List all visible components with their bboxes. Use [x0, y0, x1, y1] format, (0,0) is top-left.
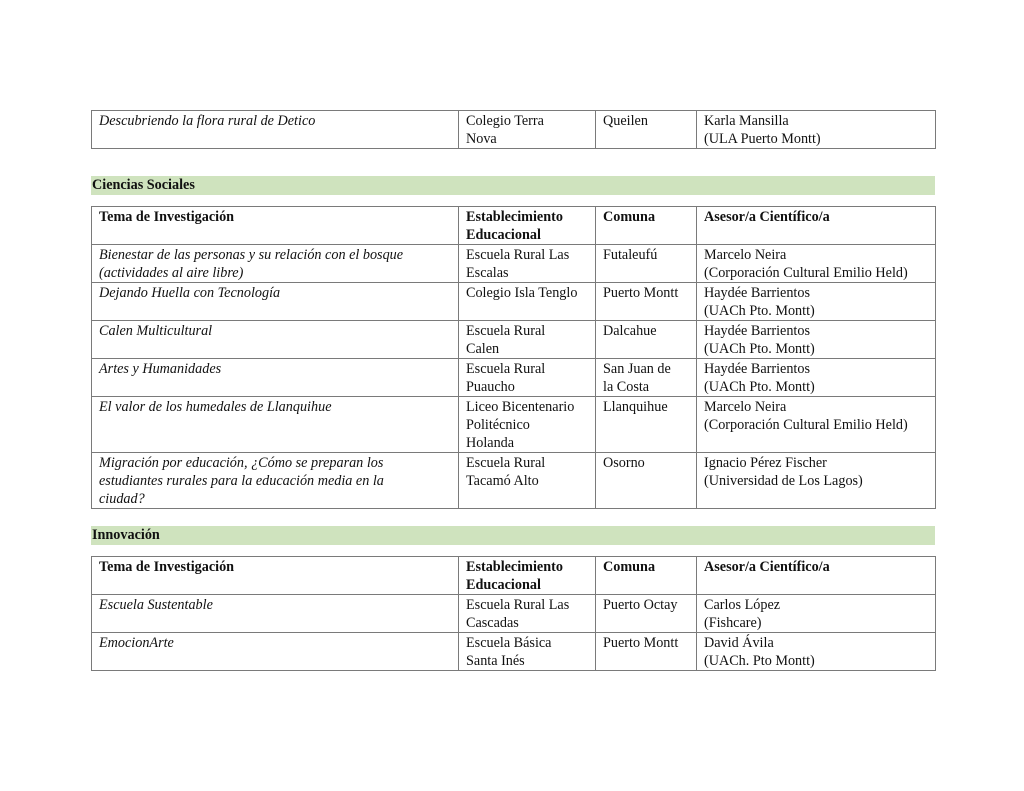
topic-cell: Descubriendo la flora rural de Detico	[92, 111, 459, 149]
topic-cell: Calen Multicultural	[92, 321, 459, 359]
topic-cell: Dejando Huella con Tecnología	[92, 283, 459, 321]
topic-cell: El valor de los humedales de Llanquihue	[92, 397, 459, 453]
advisor-cell: Carlos López (Fishcare)	[697, 595, 936, 633]
table-row	[92, 245, 936, 283]
header-advisor: Asesor/a Científico/a	[697, 207, 936, 245]
school-cell: Escuela Básica Santa Inés	[459, 633, 596, 671]
table-row	[92, 111, 936, 149]
continuation-table	[91, 110, 936, 149]
school-cell: Escuela Rural Puaucho	[459, 359, 596, 397]
section-title-social-sciences: Ciencias Sociales	[91, 176, 935, 195]
table-row	[92, 633, 936, 671]
topic-cell: Artes y Humanidades	[92, 359, 459, 397]
school-cell: Escuela Rural Las Escalas	[459, 245, 596, 283]
topic-cell: Migración por educación, ¿Cómo se preparan los estudiantes rurales para la educación media en la ciudad?	[92, 453, 459, 509]
school-cell: Colegio Terra Nova	[459, 111, 596, 149]
commune-cell: San Juan de la Costa	[596, 359, 697, 397]
table-header-row	[92, 557, 936, 595]
school-cell: Escuela Rural Las Cascadas	[459, 595, 596, 633]
topic-cell: Bienestar de las personas y su relación con el bosque (actividades al aire libre)	[92, 245, 459, 283]
table-row	[92, 595, 936, 633]
innovation-table	[91, 556, 936, 671]
commune-cell: Queilen	[596, 111, 697, 149]
table-header-row	[92, 207, 936, 245]
commune-cell: Osorno	[596, 453, 697, 509]
header-topic: Tema de Investigación	[92, 207, 459, 245]
advisor-cell: Haydée Barrientos (UACh Pto. Montt)	[697, 283, 936, 321]
advisor-cell: Marcelo Neira (Corporación Cultural Emilio Held)	[697, 397, 936, 453]
topic-cell: Escuela Sustentable	[92, 595, 459, 633]
advisor-cell: Karla Mansilla (ULA Puerto Montt)	[697, 111, 936, 149]
school-cell: Escuela Rural Calen	[459, 321, 596, 359]
section-title-innovation: Innovación	[91, 526, 935, 545]
social-sciences-table	[91, 206, 936, 509]
advisor-cell: Marcelo Neira (Corporación Cultural Emilio Held)	[697, 245, 936, 283]
advisor-cell: Haydée Barrientos (UACh Pto. Montt)	[697, 321, 936, 359]
school-cell: Colegio Isla Tenglo	[459, 283, 596, 321]
commune-cell: Puerto Octay	[596, 595, 697, 633]
commune-cell: Puerto Montt	[596, 283, 697, 321]
header-topic: Tema de Investigación	[92, 557, 459, 595]
header-commune: Comuna	[596, 207, 697, 245]
topic-cell: EmocionArte	[92, 633, 459, 671]
advisor-cell: Haydée Barrientos (UACh Pto. Montt)	[697, 359, 936, 397]
commune-cell: Llanquihue	[596, 397, 697, 453]
school-cell: Liceo Bicentenario Politécnico Holanda	[459, 397, 596, 453]
table-row	[92, 359, 936, 397]
header-advisor: Asesor/a Científico/a	[697, 557, 936, 595]
header-commune: Comuna	[596, 557, 697, 595]
header-school: Establecimiento Educacional	[459, 557, 596, 595]
table-row	[92, 397, 936, 453]
advisor-cell: Ignacio Pérez Fischer (Universidad de Los Lagos)	[697, 453, 936, 509]
commune-cell: Futaleufú	[596, 245, 697, 283]
school-cell: Escuela Rural Tacamó Alto	[459, 453, 596, 509]
commune-cell: Puerto Montt	[596, 633, 697, 671]
commune-cell: Dalcahue	[596, 321, 697, 359]
table-row	[92, 321, 936, 359]
header-school: Establecimiento Educacional	[459, 207, 596, 245]
advisor-cell: David Ávila (UACh. Pto Montt)	[697, 633, 936, 671]
table-row	[92, 453, 936, 509]
table-row	[92, 283, 936, 321]
